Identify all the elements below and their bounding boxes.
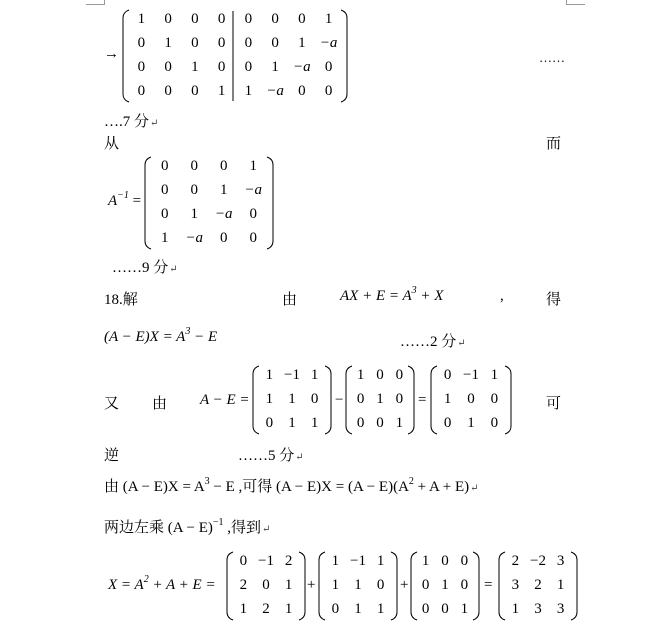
- equals-sign: =: [418, 392, 427, 408]
- matrix-cell: 3: [556, 553, 565, 569]
- equation-1: AX + $E = A^3 + X$: [340, 285, 444, 304]
- plus-sign-1: +: [307, 577, 316, 593]
- matrix-cell: 1: [265, 367, 274, 383]
- plus-sign-2: +: [400, 577, 409, 593]
- matrix-cell: −a: [319, 35, 338, 51]
- matrix-identity: [345, 364, 415, 436]
- matrix-cell: 0: [244, 35, 253, 51]
- matrix-cell: 1: [356, 367, 365, 383]
- matrix-cell: 1: [284, 601, 293, 617]
- matrix-cell: 0: [190, 182, 198, 198]
- matrix-cell: 0: [356, 391, 365, 407]
- matrix-cell: 1: [239, 601, 248, 617]
- matrix-cell: 1: [490, 367, 499, 383]
- matrix-cell: −a: [244, 182, 263, 198]
- matrix-cell: 0: [421, 601, 430, 617]
- matrix-cell: 1: [324, 11, 333, 27]
- matrix-cell: 0: [310, 391, 319, 407]
- matrix-cell: 0: [164, 11, 172, 27]
- matrix-cell: 0: [191, 83, 199, 99]
- matrix-cell: 0: [441, 553, 449, 569]
- matrix-cell: 0: [137, 83, 146, 99]
- matrix-cell: 0: [395, 391, 404, 407]
- matrix-cell: −1: [258, 553, 274, 569]
- matrix-cell: 1: [467, 415, 475, 431]
- matrix-cell: 0: [356, 415, 365, 431]
- matrix-cell: −a: [214, 206, 233, 222]
- equals-sign-final: =: [484, 577, 493, 593]
- matrix-cell: 1: [298, 35, 306, 51]
- matrix-cell: 1: [331, 553, 340, 569]
- matrix-cell: −a: [266, 83, 284, 99]
- matrix-cell: 1: [441, 577, 449, 593]
- matrix-a-inverse: [144, 155, 274, 251]
- matrix-cell: −a: [293, 59, 311, 75]
- matrix-cell: 1: [244, 83, 253, 99]
- problem-18-label: 18.解: [104, 292, 138, 308]
- matrix-cell: 2: [511, 553, 520, 569]
- matrix-cell: 1: [137, 11, 146, 27]
- matrix-cell: 1: [284, 577, 293, 593]
- matrix-cell: 1: [217, 83, 226, 99]
- char-de: 得: [546, 292, 562, 308]
- matrix-cell: 1: [220, 182, 228, 198]
- matrix-cell: 0: [137, 59, 146, 75]
- char-ke: 可: [546, 396, 562, 412]
- matrix-cell: 1: [443, 391, 452, 407]
- matrix-cell: −2: [530, 553, 546, 569]
- matrix-cell: 0: [161, 206, 169, 222]
- matrix-cell: 0: [443, 367, 452, 383]
- matrix-cell: 0: [161, 182, 169, 198]
- matrix-cell: 0: [395, 367, 404, 383]
- matrix-cell: 1: [164, 35, 172, 51]
- char-you: 由: [282, 292, 298, 308]
- matrix-cell: 1: [310, 415, 319, 431]
- matrix-cell: 1: [354, 601, 362, 617]
- matrix-cell: 1: [556, 577, 565, 593]
- matrix-cell: 0: [324, 83, 333, 99]
- matrix-cell: 1: [421, 553, 430, 569]
- matrix-identity-final: [410, 550, 480, 622]
- matrix-cell: 3: [534, 601, 542, 617]
- matrix-cell: 1: [190, 206, 198, 222]
- char-you2: 又: [104, 396, 120, 412]
- score-mark-7: ….7 分↵: [104, 114, 159, 130]
- matrix-cell: 0: [217, 11, 226, 27]
- matrix-cell: 1: [191, 59, 199, 75]
- matrix-cell: 0: [376, 367, 384, 383]
- left-multiply-line: 两边左乘 $(A - E)^{-1}$ ,得到↵: [104, 517, 271, 536]
- char-ni: 逆: [104, 448, 120, 464]
- matrix-cell: 0: [298, 11, 306, 27]
- matrix-cell: 1: [354, 577, 362, 593]
- matrix-cell: 1: [271, 59, 279, 75]
- corner-mark-left: [86, 0, 105, 5]
- arrow: →: [104, 46, 119, 62]
- final-label: $X = A^2 + A + E$ =: [108, 574, 216, 593]
- score-mark-5: ……5 分↵: [238, 448, 304, 464]
- matrix-cell: 0: [443, 415, 452, 431]
- matrix-cell: 1: [161, 230, 169, 246]
- matrix-cell: 0: [249, 206, 257, 222]
- matrix-cell: 0: [262, 577, 270, 593]
- matrix-cell: 1: [265, 391, 274, 407]
- matrix-cell: 0: [271, 35, 279, 51]
- matrix-cell: 2: [262, 601, 270, 617]
- score-mark-2: ……2 分↵: [400, 334, 466, 350]
- ainv-label: $A^{-1}$ =: [108, 190, 142, 209]
- matrix-cell: 1: [310, 367, 319, 383]
- matrix-cell: 1: [395, 415, 404, 431]
- matrix-cell: 0: [265, 415, 274, 431]
- matrix-cell: 2: [239, 577, 248, 593]
- score-mark-9: ……9 分↵: [112, 260, 178, 276]
- matrix-cell: 0: [220, 230, 228, 246]
- derivation-line: 由 $(A - E)X = A^3 - E$ ,可得 $(A - E)X = (A - E)(A^2 + A$ + E)↵: [104, 476, 479, 495]
- matrix-cell: 0: [490, 415, 499, 431]
- matrix-cell: 0: [137, 35, 146, 51]
- matrix-cell: 0: [441, 601, 449, 617]
- matrix-cell: −1: [463, 367, 479, 383]
- char-cong: 从: [104, 136, 120, 152]
- matrix-cell: 0: [421, 577, 430, 593]
- matrix-cell: 0: [217, 59, 226, 75]
- matrix-cell: 0: [190, 158, 198, 174]
- matrix-cell: 0: [460, 577, 469, 593]
- char-you3: 由: [152, 396, 168, 412]
- matrix-a-final: [318, 550, 398, 622]
- matrix-cell: −1: [350, 553, 366, 569]
- matrix-cell: −1: [284, 367, 300, 383]
- minus-sign: −: [335, 392, 344, 408]
- matrix-cell: 0: [161, 158, 169, 174]
- matrix-augmented: [122, 8, 348, 104]
- matrix-cell: 0: [164, 83, 172, 99]
- matrix-a-squared: [226, 550, 306, 622]
- matrix-cell: 1: [331, 577, 340, 593]
- matrix-cell: 0: [490, 391, 499, 407]
- ame-label: A − E =: [200, 392, 250, 408]
- matrix-cell: 1: [511, 601, 520, 617]
- matrix-cell: 2: [284, 553, 293, 569]
- matrix-cell: 1: [460, 601, 469, 617]
- matrix-x-result: [498, 550, 578, 622]
- matrix-cell: 1: [376, 601, 385, 617]
- matrix-a-minus-e: [430, 364, 512, 436]
- matrix-cell: 0: [239, 553, 248, 569]
- matrix-cell: 0: [271, 11, 279, 27]
- matrix-cell: 1: [376, 391, 384, 407]
- matrix-cell: 2: [534, 577, 542, 593]
- matrix-cell: 0: [191, 35, 199, 51]
- matrix-cell: 0: [217, 35, 226, 51]
- matrix-cell: 0: [467, 391, 475, 407]
- matrix-a: [252, 364, 332, 436]
- matrix-cell: 0: [324, 59, 333, 75]
- matrix-cell: 0: [249, 230, 257, 246]
- matrix-cell: 0: [244, 59, 253, 75]
- char-er: 而: [546, 136, 562, 152]
- matrix-cell: 0: [376, 577, 385, 593]
- matrix-cell: 0: [164, 59, 172, 75]
- corner-mark-right: [566, 0, 585, 5]
- dots-right: ……: [539, 50, 565, 65]
- matrix-cell: 1: [249, 158, 257, 174]
- matrix-cell: 0: [331, 601, 340, 617]
- matrix-cell: 1: [288, 415, 296, 431]
- matrix-cell: 0: [191, 11, 199, 27]
- matrix-cell: 0: [376, 415, 384, 431]
- matrix-cell: 1: [288, 391, 296, 407]
- comma: ,: [500, 288, 504, 304]
- matrix-cell: 0: [460, 553, 469, 569]
- matrix-cell: −a: [185, 230, 204, 246]
- matrix-cell: 0: [244, 11, 253, 27]
- matrix-cell: 3: [556, 601, 565, 617]
- matrix-cell: 3: [511, 577, 520, 593]
- matrix-cell: 0: [298, 83, 306, 99]
- matrix-cell: 1: [376, 553, 385, 569]
- matrix-cell: 0: [220, 158, 228, 174]
- equation-2: $(A - E)X = A^3 - E$: [104, 326, 218, 345]
